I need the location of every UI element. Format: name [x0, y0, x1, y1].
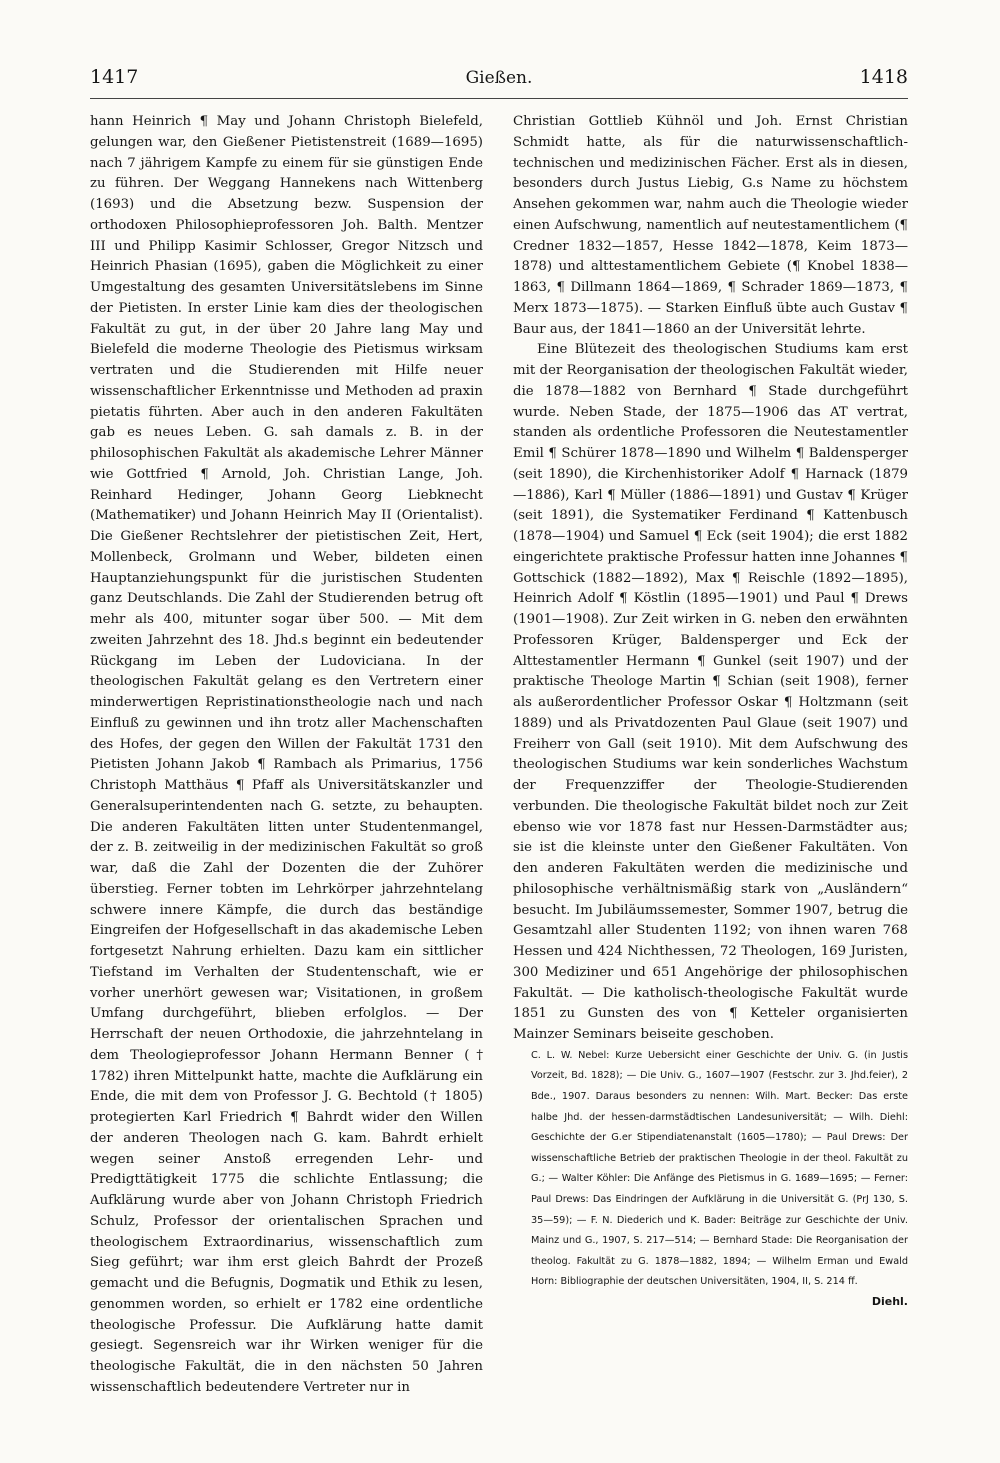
- author-signature: Diehl.: [871, 1294, 908, 1308]
- bibliography: C. L. W. Nebel: Kurze Uebersicht einer Geschichte der Univ. G. (in Justis Vorzeit, Bd. 1828); — Die Univ. G., 1607—1907 (Festschr. zur 3. Jhd.feier), 2 Bde., 1907. Daraus besonders zu nennen: Wilh. Mart. Becker: Das erste halbe Jhd. der hessen-darmstädtischen Landesuniversität; — Wilh. Diehl: Geschichte der G.er Stipendiatenanstalt (1605—1780); — Paul Drews: Der wissenschaftliche Betrieb der praktischen Theologie in der theol. Fakultät zu G.; — Walter Köhler: Die Anfänge des Pietismus in G. 1689—1695; — Ferner: Paul Drews: Das Eindringen der Aufklärung in die Universität G. (PrJ 130, S. 35—59); — F. N. Diederich und K. Bader: Beiträge zur Geschichte der Univ. Mainz und G., 1907, S. 217—514; — Bernhard Stade: Die Reorganisation der theolog. Fakultät zu G. 1878—1882, 1894; — Wilhelm Erman und Ewald Horn: Bibliographie der deutschen Universitäten, 1904, II, S. 214 ff.: [531, 1049, 908, 1288]
- page-number-right: 1418: [859, 66, 908, 88]
- running-title: Gießen.: [465, 68, 533, 88]
- header-rule: [90, 98, 908, 99]
- page-header: [90, 66, 908, 100]
- right-paragraph-2: Eine Blütezeit des theologischen Studiums kam erst mit der Reorganisation der theologischen Fakultät wieder, die 1878—1882 von Bernhard ¶ Stade durchgeführt wurde. Neben Stade, der 1875—1906 das AT vertrat, standen als ordentliche Professoren die Neutestamentler Emil ¶ Schürer 1878—1890 und Wilhelm ¶ Baldensperger (seit 1890), die Kirchenhistoriker Adolf ¶ Harnack (1879—1886), Karl ¶ Müller (1886—1891) und Gustav ¶ Krüger (seit 1891), die Systematiker Ferdinand ¶ Kattenbusch (1878—1904) und Samuel ¶ Eck (seit 1904); die erst 1882 eingerichtete praktische Professur hatten inne Johannes ¶ Gottschick (1882—1892), Max ¶ Reischle (1892—1895), Heinrich Adolf ¶ Köstlin (1895—1901) und Paul ¶ Drews (1901—1908). Zur Zeit wirken in G. neben den erwähnten Professoren Krüger, Baldensperger und Eck der Alttestamentler Hermann ¶ Gunkel (seit 1907) und der praktische Theologe Martin ¶ Schian (seit 1908), ferner als außerordentlicher Professor Oskar ¶ Holtzmann (seit 1889) und als Privatdozenten Paul Glaue (seit 1907) und Freiherr von Gall (seit 1910). Mit dem Aufschwung des theologischen Studiums war kein sonderliches Wachstum der Frequenzziffer der Theologie-Studierenden verbunden. Die theologische Fakultät bildet noch zur Zeit ebenso wie vor 1878 fast nur Hessen-Darmstädter aus; sie ist die kleinste unter den Gießener Fakultäten. Von den anderen Fakultäten werden die medizinische und philosophische verhältnismäßig stark von „Ausländern“ besucht. Im Jubiläumssemester, Sommer 1907, betrug die Gesamtzahl aller Studenten 1192; von ihnen waren 768 Hessen und 424 Nichthessen, 72 Theologen, 169 Juristen, 300 Mediziner und 651 Angehörige der philosophischen Fakultät. — Die katholisch-theologische Fakultät wurde 1851 zu Gunsten des von ¶ Ketteler organisierten Mainzer Seminars beiseite geschoben.: [513, 342, 908, 1042]
- right-paragraph-1: Christian Gottlieb Kühnöl und Joh. Ernst Christian Schmidt hatte, als für die naturwissenschaftlich-technischen und medizinischen Fächer. Erst als in diesen, besonders durch Justus Liebig, G.s Name zu höchstem Ansehen gekommen war, nahm auch die Theologie wieder einen Aufschwung, namentlich auf neutestamentlichem (¶ Credner 1832—1857, Hesse 1842—1878, Keim 1873—1878) und alttestamentlichem Gebiete (¶ Knobel 1838—1863, ¶ Dillmann 1864—1869, ¶ Schrader 1869—1873, ¶ Merx 1873—1875). — Starken Einfluß übte auch Gustav ¶ Baur aus, der 1841—1860 an der Universität lehrte.: [513, 114, 908, 337]
- left-column: [90, 112, 483, 1399]
- page-number-left: 1417: [90, 66, 139, 88]
- left-column-text: hann Heinrich ¶ May und Johann Christoph Bielefeld, gelungen war, den Gießener Pietistenstreit (1689—1695) nach 7 jährigem Kampfe zu einem für sie günstigen Ende zu führen. Der Weggang Hannekens nach Wittenberg (1693) und die Absetzung bezw. Suspension der orthodoxen Philosophieprofessoren Joh. Balth. Mentzer III und Philipp Kasimir Schlosser, Gregor Nitzsch und Heinrich Phasian (1695), gaben die Möglichkeit zu einer Umgestaltung des gesamten Universitätslebens im Sinne der Pietisten. In erster Linie kam dies der theologischen Fakultät zu gut, in der über 20 Jahre lang May und Bielefeld die moderne Theologie des Pietismus wirksam vertraten und die Studierenden mit Hilfe neuer wissenschaftlicher Erkenntnisse und Methoden ad praxin pietatis führten. Aber auch in den anderen Fakultäten gab es neues Leben. G. sah damals z. B. in der philosophischen Fakultät als akademische Lehrer Männer wie Gottfried ¶ Arnold, Joh. Christian Lange, Joh. Reinhard Hedinger, Johann Georg Liebknecht (Mathematiker) und Johann Heinrich May II (Orientalist). Die Gießener Rechtslehrer der pietistischen Zeit, Hert, Mollenbeck, Grolmann und Weber, bildeten einen Hauptanziehungspunkt für die juristischen Studenten ganz Deutschlands. Die Zahl der Studierenden betrug oft mehr als 400, mitunter sogar über 500. — Mit dem zweiten Jahrzehnt des 18. Jhd.s beginnt ein bedeutender Rückgang im Leben der Ludoviciana. In der theologischen Fakultät gelang es den Vertretern einer minderwertigen Repristinationstheologie nach und nach Einfluß zu gewinnen und ihn trotz aller Machenschaften des Hofes, der gegen den Willen der Fakultät 1731 den Pietisten Johann Jakob ¶ Rambach als Primarius, 1756 Christoph Matthäus ¶ Pfaff als Universitätskanzler und Generalsuperintendenten nach G. setzte, zu behaupten. Die anderen Fakultäten litten unter Studentenmangel, der z. B. zeitweilig in der medizinischen Fakultät so groß war, daß die Zahl der Dozenten die der Zuhörer überstieg. Ferner tobten im Lehrkörper jahrzehntelang schwere innere Kämpfe, die durch das beständige Eingreifen der Hofgesellschaft in das akademische Leben fortgesetzt Nahrung erhielten. Dazu kam ein sittlicher Tiefstand im Verhalten der Studentenschaft, wie er vorher unerhört gewesen war; Visitationen, in großem Umfang durchgeführt, blieben erfolglos. — Der Herrschaft der neuen Orthodoxie, die jahrzehntelang in dem Theologieprofessor Johann Hermann Benner († 1782) ihren Mittelpunkt hatte, machte die Aufklärung ein Ende, die mit dem von Professor J. G. Bechtold († 1805) protegierten Karl Friedrich ¶ Bahrdt wider den Willen der anderen Theologen nach G. kam. Bahrdt erhielt wegen seiner Anstoß erregenden Lehr- und Predigttätigkeit 1775 die schlichte Entlassung; die Aufklärung wurde aber von Johann Christoph Friedrich Schulz, Professor der orientalischen Sprachen und theologischem Extraordinarius, wissenschaftlich zum Sieg geführt; war ihm erst gleich Bahrdt der Prozeß gemacht und die Befugnis, Dogmatik und Ethik zu lesen, genommen worden, so erhielt er 1782 eine ordentliche theologische Professur. Die Aufklärung hatte damit gesiegt. Segensreich war ihr Wirken weniger für die theologische Fakultät, die in den nächsten 50 Jahren wissenschaftlich bedeutendere Vertreter nur in: [90, 114, 483, 1395]
- right-column: [513, 112, 908, 1311]
